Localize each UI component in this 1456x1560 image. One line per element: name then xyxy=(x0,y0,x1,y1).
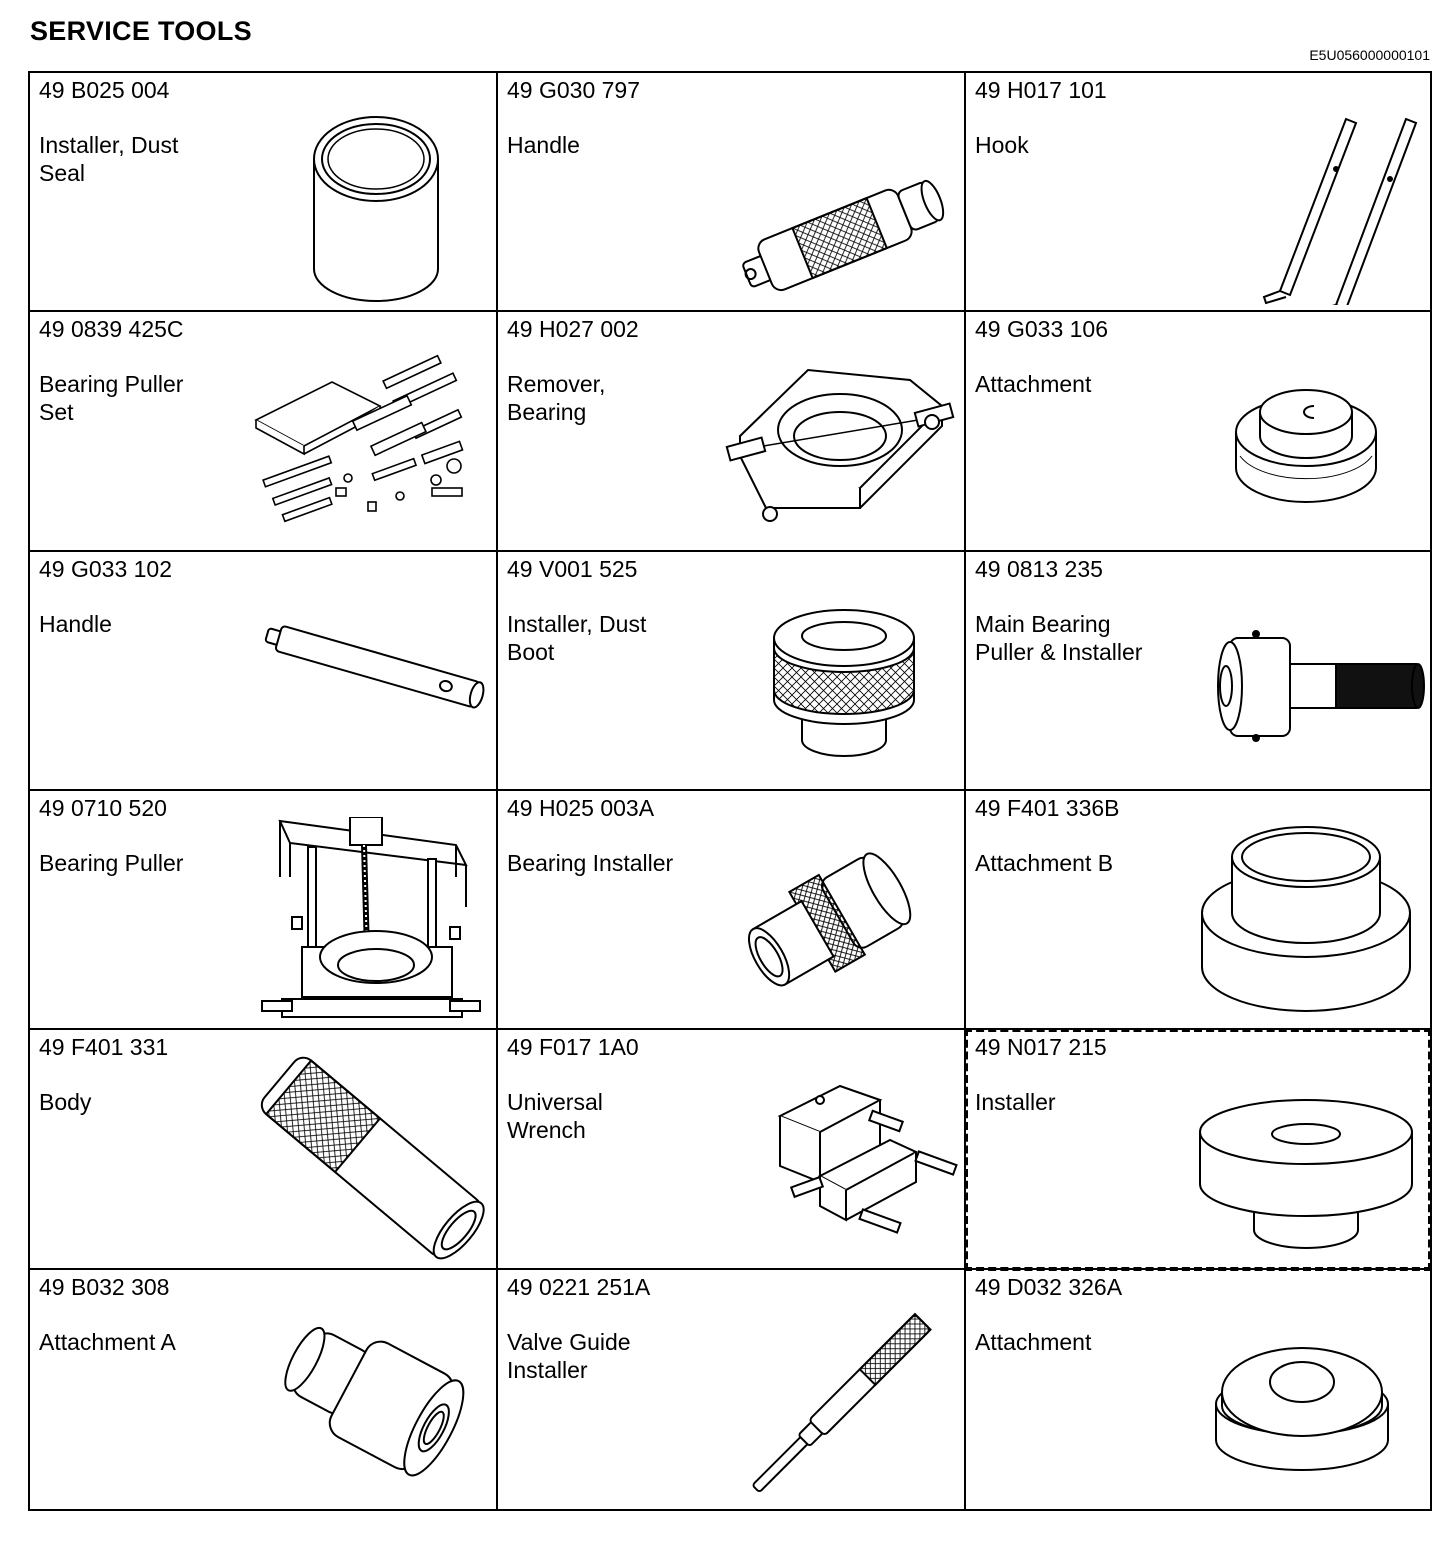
tool-name: Bearing Installer xyxy=(507,849,674,876)
tool-cell xyxy=(966,1030,1430,1269)
tool-name: Installer, Dust Seal xyxy=(39,132,179,186)
tool-name: Attachment xyxy=(975,371,1092,398)
part-number: 49 0710 520 xyxy=(39,794,167,821)
large-stepped-drum-icon xyxy=(1186,817,1426,1023)
bearing-puller-icon xyxy=(252,817,492,1023)
tool-cell xyxy=(966,312,1430,551)
tool-cell xyxy=(30,552,498,791)
tool-name: Bearing Puller xyxy=(39,849,184,876)
part-number: 49 0221 251A xyxy=(507,1273,651,1300)
part-number: 49 H025 003A xyxy=(507,794,655,821)
stepped-disc-icon xyxy=(1186,338,1426,544)
tool-name: Universal Wrench xyxy=(507,1089,603,1144)
tool-name: Body xyxy=(39,1089,92,1116)
tool-name: Handle xyxy=(39,610,112,637)
tool-name: Bearing Puller Set xyxy=(39,371,184,426)
tool-cell xyxy=(30,1030,498,1269)
tool-cell xyxy=(30,312,498,551)
tool-cell xyxy=(498,552,966,791)
tool-cell xyxy=(498,1270,966,1509)
tool-name: Valve Guide Installer xyxy=(507,1328,631,1383)
tool-name: Attachment A xyxy=(39,1328,176,1355)
part-number: 49 G033 106 xyxy=(975,316,1109,343)
universal-wrench-icon xyxy=(720,1056,960,1262)
tool-name: Installer, Dust Boot xyxy=(507,610,647,665)
stepped-installer-icon xyxy=(1186,1056,1426,1262)
document-id: E5U056000000101 xyxy=(1309,47,1430,63)
knurled-handle-icon xyxy=(720,99,960,305)
tool-cell xyxy=(30,73,498,312)
flat-stepped-disc-icon xyxy=(1186,1296,1426,1502)
tool-cell xyxy=(966,791,1430,1030)
tool-name: Remover, Bearing xyxy=(507,371,606,426)
tool-cell xyxy=(498,791,966,1030)
tool-cell xyxy=(966,73,1430,312)
hook-pair-icon xyxy=(1186,99,1426,305)
puller-set-icon xyxy=(252,338,492,544)
part-number: 49 H027 002 xyxy=(507,316,639,343)
tool-name: Hook xyxy=(975,132,1029,158)
valve-guide-drift-icon xyxy=(720,1296,960,1502)
part-number: 49 V001 525 xyxy=(507,555,638,582)
knurled-bushing-icon xyxy=(720,817,960,1023)
tool-cell xyxy=(498,312,966,551)
part-number: 49 N017 215 xyxy=(975,1034,1107,1061)
page-title: SERVICE TOOLS xyxy=(30,16,252,46)
part-number: 49 F401 331 xyxy=(39,1034,169,1061)
bearing-puller-shaft-icon xyxy=(1186,578,1426,784)
knurled-tube-icon xyxy=(252,1056,492,1262)
part-number: 49 F017 1A0 xyxy=(507,1034,639,1061)
part-number: 49 H017 101 xyxy=(975,77,1107,103)
cylinder-sleeve-icon xyxy=(252,99,492,305)
part-number: 49 0813 235 xyxy=(975,555,1103,582)
part-number: 49 G033 102 xyxy=(39,555,173,582)
tool-name: Main Bearing Puller & Installer xyxy=(975,610,1143,665)
tool-cell xyxy=(498,73,966,312)
part-number: 49 B032 308 xyxy=(39,1273,170,1300)
part-number: 49 B025 004 xyxy=(39,77,170,103)
part-number: 49 0839 425C xyxy=(39,316,184,343)
rod-handle-icon xyxy=(252,578,492,784)
tool-cell xyxy=(966,1270,1430,1509)
split-plate-icon xyxy=(720,338,960,544)
tool-name: Attachment B xyxy=(975,849,1114,876)
tool-name: Installer xyxy=(975,1089,1056,1116)
tool-cell xyxy=(498,1030,966,1269)
part-number: 49 G030 797 xyxy=(507,77,641,103)
part-number: 49 D032 326A xyxy=(975,1273,1123,1300)
tool-cell xyxy=(30,1270,498,1509)
tool-cell xyxy=(966,552,1430,791)
tool-name: Handle xyxy=(507,132,580,158)
tool-cell xyxy=(30,791,498,1030)
part-number: 49 F401 336B xyxy=(975,794,1120,821)
knurled-ring-icon xyxy=(720,578,960,784)
stepped-nut-icon xyxy=(252,1296,492,1502)
service-tools-table xyxy=(28,71,1432,1511)
tool-name: Attachment xyxy=(975,1328,1092,1355)
